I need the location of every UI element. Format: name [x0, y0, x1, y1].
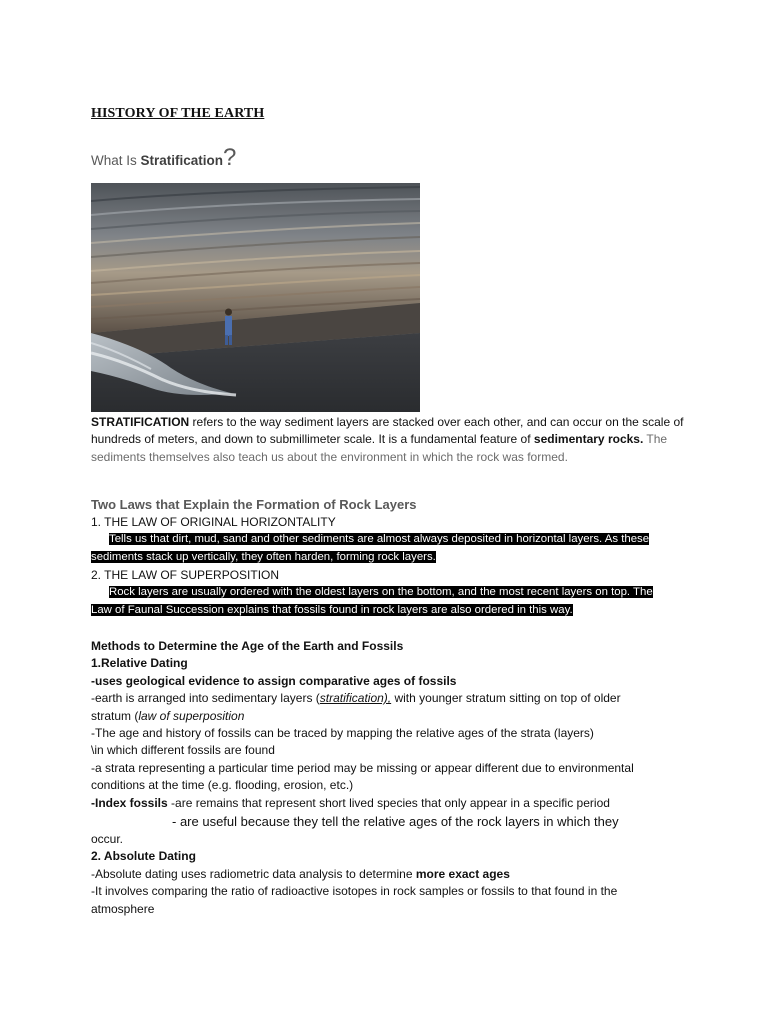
methods-heading-text: Methods to Determine the Age of the Earth and Fossils [91, 639, 404, 653]
relative-dating-title [91, 655, 691, 672]
law2-text: Rock layers are usually ordered with the oldest layers on the bottom, and the most recent layers on top. The Law of Faunal Succession explains that fossils found in rock layers are also ordered in this way. [91, 586, 653, 616]
subhead-question-mark: ? [223, 144, 237, 171]
relative-point-2a: -earth is arranged into sedimentary layers ( [91, 691, 320, 706]
relative-point-5-cont: - are useful because they tell the relative ages of the rock layers in which they [172, 813, 619, 829]
absolute-point-1 [91, 866, 691, 883]
sedimentary-rocks-term: sedimentary rocks. [533, 432, 644, 447]
subhead-prefix: What Is [91, 153, 141, 168]
relative-point-5-end: occur. [91, 831, 124, 846]
absolute-dating-title-text: 2. Absolute Dating [91, 849, 196, 864]
relative-point-2c: with younger stratum sitting on top of older [391, 691, 621, 706]
relative-point-3-cont: \in which different fossils are found [91, 743, 275, 758]
absolute-dating-title [91, 848, 691, 865]
relative-point-3: -The age and history of fossils can be traced by mapping the relative ages of the strata (layers) [91, 725, 594, 740]
absolute-point-1a: -Absolute dating uses radiometric data analysis to determine [91, 866, 416, 881]
laws-heading: Two Laws that Explain the Formation of Rock Layers [91, 497, 417, 512]
index-fossils-term: -Index fossils [91, 795, 168, 810]
law1-title: 1. THE LAW OF ORIGINAL HORIZONTALITY [91, 515, 336, 529]
methods-heading [91, 638, 691, 655]
index-fossils-text: -are remains that represent short lived species that only appear in a specific period [167, 795, 610, 810]
relative-point-3b: law of superposition [138, 708, 245, 723]
relative-point-4: -a strata representing a particular time period may be missing or appear different due to environmental conditions at the time (e.g. flooding, erosion, etc.) [91, 760, 634, 793]
stratification-term: STRATIFICATION [91, 415, 190, 429]
stratification-grey-text: The sediments themselves also teach us about the environment in which the rock was formed. [91, 432, 668, 464]
law2-title: 2. THE LAW OF SUPERPOSITION [91, 568, 280, 582]
relative-dating-title-text: 1.Relative Dating [91, 656, 188, 671]
law2-highlighted-text [91, 584, 675, 619]
stratification-subheading [91, 144, 236, 172]
relative-point-1 [91, 673, 691, 690]
stratification-text: refers to the way sediment layers are stacked over each other, and can occur on the scale of hundreds of meters, and down to submillimeter scale. It is a fundamental feature of [91, 415, 684, 447]
relative-point-1-text: -uses geological evidence to assign comparative ages of fossils [91, 673, 457, 688]
cliff-photo-graphic [91, 183, 420, 412]
stratification-paragraph [91, 414, 686, 466]
cliff-stratification-photo [91, 183, 420, 412]
subhead-bold: Stratification [140, 153, 224, 168]
law1-highlighted-text [91, 531, 675, 566]
relative-point-2b: stratification), [319, 691, 392, 706]
absolute-point-2: -It involves comparing the ratio of radioactive isotopes in rock samples or fossils to that found in the atmosphere [91, 884, 618, 916]
methods-section [91, 638, 691, 918]
relative-point-2 [91, 690, 691, 707]
document-title: HISTORY OF THE EARTH [91, 106, 265, 121]
relative-point-3a: stratum ( [91, 708, 139, 723]
relative-point-2-cont [91, 708, 691, 725]
absolute-point-1b: more exact ages [415, 866, 510, 881]
law1-text: Tells us that dirt, mud, sand and other sediments are almost always deposited in horizontal layers. As these sediments stack up vertically, they often harden, forming rock layers. [91, 533, 650, 563]
relative-point-5 [91, 795, 691, 812]
